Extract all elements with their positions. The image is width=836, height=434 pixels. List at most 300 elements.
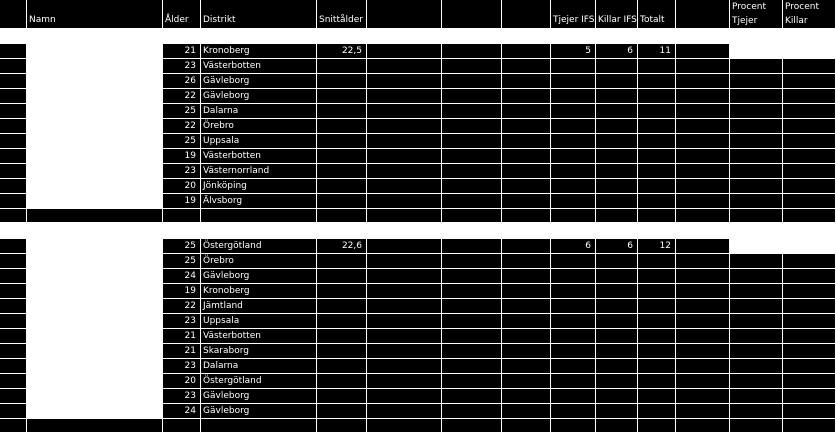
cell-idx[interactable]	[0, 239, 27, 254]
cell-ptj[interactable]	[730, 104, 783, 119]
name-column-block[interactable]	[27, 239, 163, 419]
header-totalt[interactable]	[638, 0, 676, 29]
cell-e11[interactable]	[676, 404, 730, 419]
cell-e5[interactable]	[367, 329, 442, 344]
cell-totalt[interactable]	[638, 119, 676, 134]
footer-cell-e11[interactable]	[676, 209, 730, 223]
cell-distrikt[interactable]: Dalarna	[201, 104, 317, 119]
cell-alder[interactable]: 23	[163, 389, 201, 404]
cell-idx[interactable]	[0, 374, 27, 389]
footer-cell-tjejer[interactable]	[551, 419, 596, 433]
cell-e5[interactable]	[367, 374, 442, 389]
cell-idx[interactable]	[0, 269, 27, 284]
cell-totalt[interactable]	[638, 389, 676, 404]
footer-cell-alder[interactable]	[163, 419, 201, 433]
cell-totalt[interactable]	[638, 314, 676, 329]
cell-e7[interactable]	[502, 134, 551, 149]
cell-ptj[interactable]	[730, 404, 783, 419]
footer-cell-tjejer[interactable]	[551, 209, 596, 223]
header-distrikt[interactable]	[201, 0, 317, 29]
cell-e7[interactable]	[502, 179, 551, 194]
cell-snitt[interactable]	[317, 314, 367, 329]
cell-idx[interactable]	[0, 314, 27, 329]
cell-ptj[interactable]	[730, 269, 783, 284]
cell-tjejer[interactable]	[551, 299, 596, 314]
cell-killar[interactable]	[596, 164, 638, 179]
cell-tjejer[interactable]	[551, 194, 596, 209]
footer-cell-killar[interactable]	[596, 209, 638, 223]
header-tjejer[interactable]	[551, 0, 596, 29]
cell-snitt[interactable]	[317, 374, 367, 389]
cell-tjejer[interactable]	[551, 89, 596, 104]
cell-tjejer[interactable]: 6	[551, 239, 596, 254]
cell-distrikt[interactable]: Östergötland	[201, 239, 317, 254]
cell-ptj[interactable]	[730, 329, 783, 344]
cell-e7[interactable]	[502, 89, 551, 104]
cell-snitt[interactable]	[317, 89, 367, 104]
cell-alder[interactable]: 23	[163, 164, 201, 179]
cell-e11[interactable]	[676, 299, 730, 314]
cell-e5[interactable]	[367, 389, 442, 404]
cell-killar[interactable]	[596, 359, 638, 374]
cell-e6[interactable]	[442, 179, 502, 194]
footer-cell-snitt[interactable]	[317, 209, 367, 223]
cell-e7[interactable]	[502, 269, 551, 284]
cell-distrikt[interactable]: Västerbotten	[201, 329, 317, 344]
cell-e5[interactable]	[367, 284, 442, 299]
cell-totalt[interactable]	[638, 359, 676, 374]
cell-e6[interactable]	[442, 254, 502, 269]
cell-distrikt[interactable]: Dalarna	[201, 359, 317, 374]
cell-tjejer[interactable]	[551, 284, 596, 299]
cell-idx[interactable]	[0, 179, 27, 194]
cell-idx[interactable]	[0, 89, 27, 104]
footer-cell-ptj[interactable]	[730, 419, 783, 433]
cell-e6[interactable]	[442, 44, 502, 59]
cell-e7[interactable]	[502, 194, 551, 209]
cell-pki[interactable]	[783, 59, 836, 74]
cell-pki[interactable]	[783, 299, 836, 314]
cell-e7[interactable]	[502, 119, 551, 134]
cell-idx[interactable]	[0, 74, 27, 89]
cell-idx[interactable]	[0, 119, 27, 134]
cell-e7[interactable]	[502, 329, 551, 344]
footer-cell-e6[interactable]	[442, 209, 502, 223]
cell-pki[interactable]	[783, 74, 836, 89]
cell-alder[interactable]: 25	[163, 104, 201, 119]
cell-pki[interactable]	[783, 404, 836, 419]
cell-distrikt[interactable]: Östergötland	[201, 374, 317, 389]
footer-cell-totalt[interactable]	[638, 209, 676, 223]
cell-tjejer[interactable]	[551, 314, 596, 329]
footer-cell-e5[interactable]	[367, 209, 442, 223]
footer-cell-e7[interactable]	[502, 209, 551, 223]
cell-idx[interactable]	[0, 104, 27, 119]
cell-killar[interactable]	[596, 389, 638, 404]
cell-tjejer[interactable]	[551, 359, 596, 374]
cell-pki[interactable]	[783, 284, 836, 299]
cell-e11[interactable]	[676, 284, 730, 299]
cell-tjejer[interactable]	[551, 179, 596, 194]
cell-snitt[interactable]: 22,5	[317, 44, 367, 59]
cell-killar[interactable]	[596, 59, 638, 74]
cell-distrikt[interactable]: Gävleborg	[201, 89, 317, 104]
cell-e11[interactable]	[676, 104, 730, 119]
cell-totalt[interactable]	[638, 89, 676, 104]
cell-killar[interactable]	[596, 254, 638, 269]
cell-e11[interactable]	[676, 164, 730, 179]
cell-killar[interactable]	[596, 299, 638, 314]
cell-e5[interactable]	[367, 254, 442, 269]
cell-idx[interactable]	[0, 254, 27, 269]
footer-cell-e5[interactable]	[367, 419, 442, 433]
cell-e5[interactable]	[367, 149, 442, 164]
header-e11[interactable]	[676, 0, 730, 29]
cell-e11[interactable]	[676, 89, 730, 104]
footer-cell-namn[interactable]	[27, 209, 163, 223]
cell-e11[interactable]	[676, 374, 730, 389]
cell-tjejer[interactable]	[551, 344, 596, 359]
cell-e5[interactable]	[367, 239, 442, 254]
cell-snitt[interactable]	[317, 194, 367, 209]
cell-snitt[interactable]	[317, 254, 367, 269]
cell-e7[interactable]	[502, 104, 551, 119]
cell-totalt[interactable]	[638, 194, 676, 209]
cell-idx[interactable]	[0, 329, 27, 344]
header-e7[interactable]	[502, 0, 551, 29]
footer-cell-totalt[interactable]	[638, 419, 676, 433]
cell-killar[interactable]	[596, 374, 638, 389]
cell-ptj[interactable]	[730, 149, 783, 164]
cell-idx[interactable]	[0, 149, 27, 164]
cell-distrikt[interactable]: Kronoberg	[201, 44, 317, 59]
footer-cell-e6[interactable]	[442, 419, 502, 433]
cell-alder[interactable]: 20	[163, 374, 201, 389]
cell-snitt[interactable]	[317, 74, 367, 89]
cell-alder[interactable]: 21	[163, 44, 201, 59]
cell-pki[interactable]	[783, 269, 836, 284]
cell-alder[interactable]: 23	[163, 314, 201, 329]
cell-pki[interactable]	[783, 254, 836, 269]
cell-e11[interactable]	[676, 149, 730, 164]
cell-distrikt[interactable]: Uppsala	[201, 314, 317, 329]
cell-pki[interactable]	[783, 344, 836, 359]
cell-tjejer[interactable]	[551, 254, 596, 269]
cell-idx[interactable]	[0, 194, 27, 209]
cell-e7[interactable]	[502, 254, 551, 269]
cell-totalt[interactable]	[638, 329, 676, 344]
cell-alder[interactable]: 21	[163, 329, 201, 344]
cell-ptj[interactable]	[730, 314, 783, 329]
cell-snitt[interactable]	[317, 104, 367, 119]
cell-alder[interactable]: 25	[163, 134, 201, 149]
cell-e5[interactable]	[367, 74, 442, 89]
cell-killar[interactable]: 6	[596, 239, 638, 254]
cell-tjejer[interactable]	[551, 119, 596, 134]
cell-killar[interactable]	[596, 104, 638, 119]
cell-e5[interactable]	[367, 164, 442, 179]
cell-e7[interactable]	[502, 359, 551, 374]
cell-totalt[interactable]	[638, 164, 676, 179]
cell-e6[interactable]	[442, 359, 502, 374]
cell-snitt[interactable]	[317, 284, 367, 299]
cell-distrikt[interactable]: Västernorrland	[201, 164, 317, 179]
cell-distrikt[interactable]: Örebro	[201, 119, 317, 134]
cell-ptj[interactable]	[730, 254, 783, 269]
cell-alder[interactable]: 24	[163, 269, 201, 284]
cell-killar[interactable]	[596, 89, 638, 104]
header-e6[interactable]	[442, 0, 502, 29]
cell-idx[interactable]	[0, 59, 27, 74]
header-ptj[interactable]	[730, 0, 783, 29]
cell-ptj[interactable]	[730, 74, 783, 89]
cell-totalt[interactable]	[638, 134, 676, 149]
cell-pki[interactable]	[783, 194, 836, 209]
footer-cell-namn[interactable]	[27, 419, 163, 433]
cell-snitt[interactable]	[317, 329, 367, 344]
cell-killar[interactable]	[596, 329, 638, 344]
cell-snitt[interactable]	[317, 59, 367, 74]
cell-e5[interactable]	[367, 89, 442, 104]
footer-cell-idx[interactable]	[0, 419, 27, 433]
cell-e7[interactable]	[502, 74, 551, 89]
cell-e5[interactable]	[367, 314, 442, 329]
cell-totalt[interactable]	[638, 74, 676, 89]
cell-e11[interactable]	[676, 194, 730, 209]
cell-pki[interactable]	[783, 44, 836, 59]
cell-e7[interactable]	[502, 284, 551, 299]
cell-snitt[interactable]	[317, 389, 367, 404]
cell-snitt[interactable]	[317, 269, 367, 284]
cell-alder[interactable]: 23	[163, 59, 201, 74]
cell-e5[interactable]	[367, 404, 442, 419]
cell-ptj[interactable]	[730, 179, 783, 194]
cell-tjejer[interactable]: 5	[551, 44, 596, 59]
cell-ptj[interactable]	[730, 164, 783, 179]
footer-cell-e7[interactable]	[502, 419, 551, 433]
cell-totalt[interactable]	[638, 149, 676, 164]
cell-e6[interactable]	[442, 239, 502, 254]
cell-killar[interactable]	[596, 119, 638, 134]
cell-snitt[interactable]	[317, 119, 367, 134]
header-snitt[interactable]	[317, 0, 367, 29]
header-killar[interactable]	[596, 0, 638, 29]
cell-killar[interactable]	[596, 314, 638, 329]
cell-distrikt[interactable]: Gävleborg	[201, 269, 317, 284]
footer-cell-distrikt[interactable]	[201, 419, 317, 433]
cell-killar[interactable]	[596, 194, 638, 209]
cell-e7[interactable]	[502, 389, 551, 404]
cell-snitt[interactable]	[317, 344, 367, 359]
cell-alder[interactable]: 23	[163, 359, 201, 374]
name-column-block[interactable]	[27, 44, 163, 209]
cell-snitt[interactable]	[317, 404, 367, 419]
cell-killar[interactable]	[596, 284, 638, 299]
cell-alder[interactable]: 22	[163, 119, 201, 134]
cell-e11[interactable]	[676, 239, 730, 254]
cell-killar[interactable]	[596, 134, 638, 149]
cell-ptj[interactable]	[730, 194, 783, 209]
cell-e6[interactable]	[442, 329, 502, 344]
cell-tjejer[interactable]	[551, 389, 596, 404]
cell-e7[interactable]	[502, 374, 551, 389]
cell-e7[interactable]	[502, 239, 551, 254]
cell-e5[interactable]	[367, 194, 442, 209]
cell-e6[interactable]	[442, 59, 502, 74]
footer-cell-ptj[interactable]	[730, 209, 783, 223]
cell-ptj[interactable]	[730, 89, 783, 104]
cell-totalt[interactable]	[638, 179, 676, 194]
cell-totalt[interactable]	[638, 299, 676, 314]
cell-tjejer[interactable]	[551, 104, 596, 119]
cell-e6[interactable]	[442, 314, 502, 329]
cell-e5[interactable]	[367, 269, 442, 284]
cell-alder[interactable]: 24	[163, 404, 201, 419]
cell-killar[interactable]	[596, 344, 638, 359]
cell-e7[interactable]	[502, 149, 551, 164]
cell-pki[interactable]	[783, 239, 836, 254]
cell-e11[interactable]	[676, 314, 730, 329]
cell-killar[interactable]	[596, 404, 638, 419]
cell-e7[interactable]	[502, 299, 551, 314]
header-namn[interactable]	[27, 0, 163, 29]
cell-snitt[interactable]	[317, 134, 367, 149]
cell-e11[interactable]	[676, 59, 730, 74]
cell-e6[interactable]	[442, 194, 502, 209]
cell-totalt[interactable]	[638, 59, 676, 74]
cell-e5[interactable]	[367, 119, 442, 134]
cell-killar[interactable]: 6	[596, 44, 638, 59]
cell-e11[interactable]	[676, 44, 730, 59]
cell-distrikt[interactable]: Uppsala	[201, 134, 317, 149]
cell-snitt[interactable]	[317, 299, 367, 314]
cell-idx[interactable]	[0, 164, 27, 179]
cell-distrikt[interactable]: Jämtland	[201, 299, 317, 314]
cell-e11[interactable]	[676, 389, 730, 404]
cell-snitt[interactable]	[317, 164, 367, 179]
cell-e7[interactable]	[502, 44, 551, 59]
cell-pki[interactable]	[783, 119, 836, 134]
footer-cell-distrikt[interactable]	[201, 209, 317, 223]
cell-killar[interactable]	[596, 269, 638, 284]
cell-idx[interactable]	[0, 344, 27, 359]
cell-pki[interactable]	[783, 389, 836, 404]
cell-alder[interactable]: 22	[163, 89, 201, 104]
cell-tjejer[interactable]	[551, 134, 596, 149]
cell-distrikt[interactable]: Älvsborg	[201, 194, 317, 209]
cell-pki[interactable]	[783, 179, 836, 194]
cell-e6[interactable]	[442, 404, 502, 419]
cell-alder[interactable]: 21	[163, 344, 201, 359]
cell-alder[interactable]: 22	[163, 299, 201, 314]
cell-ptj[interactable]	[730, 389, 783, 404]
cell-alder[interactable]: 25	[163, 254, 201, 269]
cell-idx[interactable]	[0, 284, 27, 299]
cell-killar[interactable]	[596, 179, 638, 194]
cell-alder[interactable]: 25	[163, 239, 201, 254]
cell-pki[interactable]	[783, 314, 836, 329]
cell-e6[interactable]	[442, 134, 502, 149]
cell-distrikt[interactable]: Västerbotten	[201, 59, 317, 74]
cell-e5[interactable]	[367, 44, 442, 59]
cell-distrikt[interactable]: Skaraborg	[201, 344, 317, 359]
cell-ptj[interactable]	[730, 44, 783, 59]
cell-distrikt[interactable]: Gävleborg	[201, 74, 317, 89]
cell-distrikt[interactable]: Gävleborg	[201, 404, 317, 419]
cell-idx[interactable]	[0, 389, 27, 404]
cell-tjejer[interactable]	[551, 404, 596, 419]
cell-e6[interactable]	[442, 74, 502, 89]
cell-e6[interactable]	[442, 149, 502, 164]
header-e5[interactable]	[367, 0, 442, 29]
cell-pki[interactable]	[783, 164, 836, 179]
cell-e6[interactable]	[442, 119, 502, 134]
cell-tjejer[interactable]	[551, 164, 596, 179]
header-idx[interactable]	[0, 0, 27, 29]
cell-distrikt[interactable]: Gävleborg	[201, 389, 317, 404]
cell-distrikt[interactable]: Kronoberg	[201, 284, 317, 299]
cell-e5[interactable]	[367, 344, 442, 359]
footer-cell-killar[interactable]	[596, 419, 638, 433]
cell-snitt[interactable]	[317, 179, 367, 194]
cell-totalt[interactable]	[638, 284, 676, 299]
header-pki[interactable]	[783, 0, 836, 29]
cell-idx[interactable]	[0, 134, 27, 149]
cell-totalt[interactable]	[638, 374, 676, 389]
cell-pki[interactable]	[783, 359, 836, 374]
cell-idx[interactable]	[0, 359, 27, 374]
cell-snitt[interactable]	[317, 149, 367, 164]
cell-killar[interactable]	[596, 149, 638, 164]
cell-ptj[interactable]	[730, 344, 783, 359]
cell-totalt[interactable]: 12	[638, 239, 676, 254]
cell-e7[interactable]	[502, 344, 551, 359]
cell-snitt[interactable]: 22,6	[317, 239, 367, 254]
cell-ptj[interactable]	[730, 284, 783, 299]
cell-tjejer[interactable]	[551, 329, 596, 344]
cell-alder[interactable]: 19	[163, 194, 201, 209]
cell-tjejer[interactable]	[551, 374, 596, 389]
cell-e7[interactable]	[502, 314, 551, 329]
cell-idx[interactable]	[0, 299, 27, 314]
cell-e6[interactable]	[442, 104, 502, 119]
cell-distrikt[interactable]: Jönköping	[201, 179, 317, 194]
footer-cell-e11[interactable]	[676, 419, 730, 433]
cell-totalt[interactable]	[638, 404, 676, 419]
cell-e6[interactable]	[442, 284, 502, 299]
cell-totalt[interactable]	[638, 344, 676, 359]
cell-e6[interactable]	[442, 299, 502, 314]
cell-distrikt[interactable]: Västerbotten	[201, 149, 317, 164]
cell-e11[interactable]	[676, 134, 730, 149]
cell-totalt[interactable]: 11	[638, 44, 676, 59]
cell-tjejer[interactable]	[551, 269, 596, 284]
cell-e11[interactable]	[676, 269, 730, 284]
cell-ptj[interactable]	[730, 374, 783, 389]
cell-e6[interactable]	[442, 389, 502, 404]
cell-e6[interactable]	[442, 164, 502, 179]
cell-alder[interactable]: 19	[163, 149, 201, 164]
cell-e6[interactable]	[442, 269, 502, 284]
cell-e7[interactable]	[502, 59, 551, 74]
cell-alder[interactable]: 19	[163, 284, 201, 299]
cell-e6[interactable]	[442, 374, 502, 389]
cell-ptj[interactable]	[730, 134, 783, 149]
cell-e11[interactable]	[676, 74, 730, 89]
cell-idx[interactable]	[0, 404, 27, 419]
cell-killar[interactable]	[596, 74, 638, 89]
cell-pki[interactable]	[783, 374, 836, 389]
